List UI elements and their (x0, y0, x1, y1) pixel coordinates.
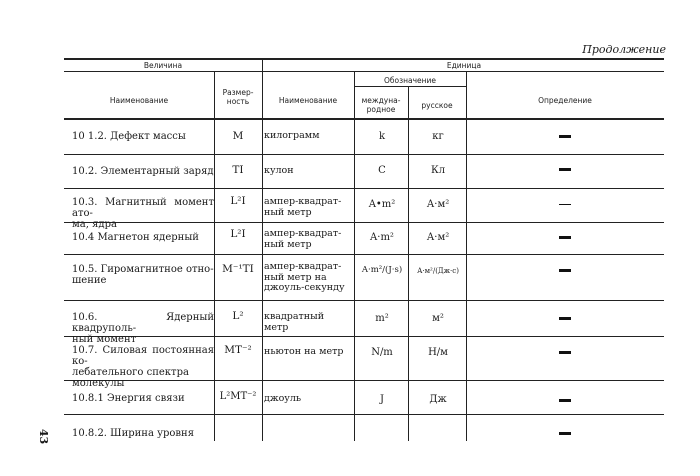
row-definition (466, 395, 664, 406)
row-divider (64, 188, 664, 189)
row-name: 10.5. Гиромагнитное отно- шение (72, 264, 214, 286)
col-divider (466, 71, 467, 441)
row-intl-symbol: A·m²/(J·s) (361, 265, 403, 275)
dash-mark (559, 269, 571, 272)
row-name: 10.4 Магнетон ядерный (72, 232, 199, 243)
header-international: междуна- родное (361, 96, 401, 114)
dash-mark (559, 351, 571, 354)
dash-mark (559, 168, 571, 171)
row-dimension: M⁻¹TI (222, 263, 254, 275)
row-dimension: L² (232, 310, 244, 322)
row-name: 10.3. Магнитный момент ато- ма, ядра (72, 197, 214, 230)
row-divider (64, 254, 664, 255)
row-unit-name: ньютон на метр (264, 346, 344, 357)
row-name: 10.7. Силовая постоянная ко- лебательного спектра молекулы (72, 345, 214, 389)
row-definition (466, 313, 664, 324)
row-name: 10.2. Элементарный заряд (72, 166, 214, 177)
row-name: 10.6. Ядерный квадруполь- ный момент (72, 312, 214, 345)
header-divider (64, 71, 264, 72)
row-definition (466, 131, 664, 142)
row-unit-name: ампер-квадрат- ный метр на джоуль-секунду (264, 261, 345, 293)
row-unit-name: кулон (264, 165, 294, 176)
header-unit-name: Наименование (278, 96, 338, 105)
row-rus-symbol: Кл (430, 165, 446, 176)
row-definition (466, 199, 664, 210)
row-definition (466, 232, 664, 243)
row-rus-symbol: Дж (429, 394, 447, 405)
row-definition (466, 347, 664, 358)
col-divider (262, 58, 263, 441)
header-designation: Обозначение (383, 76, 437, 85)
row-name: 10 1.2. Дефект массы (72, 131, 186, 142)
table-top-rule (64, 58, 664, 60)
row-rus-symbol: м² (432, 313, 444, 324)
row-rus-symbol: А·м² (426, 199, 450, 210)
row-unit-name: килограмм (264, 130, 320, 141)
row-rus-symbol: кг (432, 131, 444, 142)
dash-mark (559, 317, 571, 320)
header-divider (264, 71, 664, 72)
row-divider (64, 414, 664, 415)
dash-mark (559, 135, 571, 138)
header-russian: русское (421, 101, 453, 110)
row-rus-symbol: А·м²/(Дж·с) (417, 267, 459, 275)
header-quantity: Величина (143, 61, 183, 70)
header-unit: Единица (446, 61, 482, 70)
row-divider (64, 300, 664, 301)
row-dimension: L²MT⁻² (219, 391, 257, 402)
page-number: 43 (37, 428, 51, 445)
row-definition (466, 265, 664, 276)
dash-mark (559, 204, 571, 206)
row-definition (466, 164, 664, 175)
row-dimension: L²I (230, 195, 246, 207)
dash-mark (559, 432, 571, 435)
row-dimension: M (232, 130, 244, 142)
row-dimension: MT⁻² (224, 344, 252, 356)
row-intl-symbol: A•m² (368, 199, 396, 210)
row-intl-symbol: C (378, 165, 386, 176)
row-definition (466, 428, 664, 439)
row-unit-name: ампер-квадрат- ный метр (264, 196, 342, 218)
row-intl-symbol: N/m (371, 347, 393, 358)
col-divider (214, 71, 215, 441)
row-unit-name: ампер-квадрат- ный метр (264, 228, 342, 250)
row-unit-name: квадратный метр (264, 311, 325, 333)
row-rus-symbol: Н/м (428, 347, 448, 358)
row-intl-symbol: k (378, 131, 386, 142)
continuation-label: Продолжение (582, 43, 666, 56)
row-divider (64, 154, 664, 155)
row-intl-symbol: A·m² (370, 232, 394, 243)
dash-mark (559, 399, 571, 402)
dash-mark (559, 236, 571, 239)
header-bottom-rule (64, 118, 664, 120)
col-divider (408, 86, 409, 441)
row-intl-symbol: J (379, 394, 384, 405)
header-dimension: Размер- ность (222, 88, 254, 106)
header-definition: Определение (538, 96, 592, 105)
row-intl-symbol: m² (375, 313, 389, 324)
row-name: 10.8.1 Энергия связи (72, 393, 185, 404)
header-divider (354, 86, 466, 87)
row-unit-name: джоуль (264, 393, 302, 404)
row-dimension: TI (232, 164, 244, 176)
row-name: 10.8.2. Ширина уровня (72, 428, 195, 439)
header-name: Наименование (109, 96, 169, 105)
col-divider (354, 71, 355, 441)
row-dimension: L²I (230, 228, 246, 240)
row-rus-symbol: А·м² (426, 232, 450, 243)
